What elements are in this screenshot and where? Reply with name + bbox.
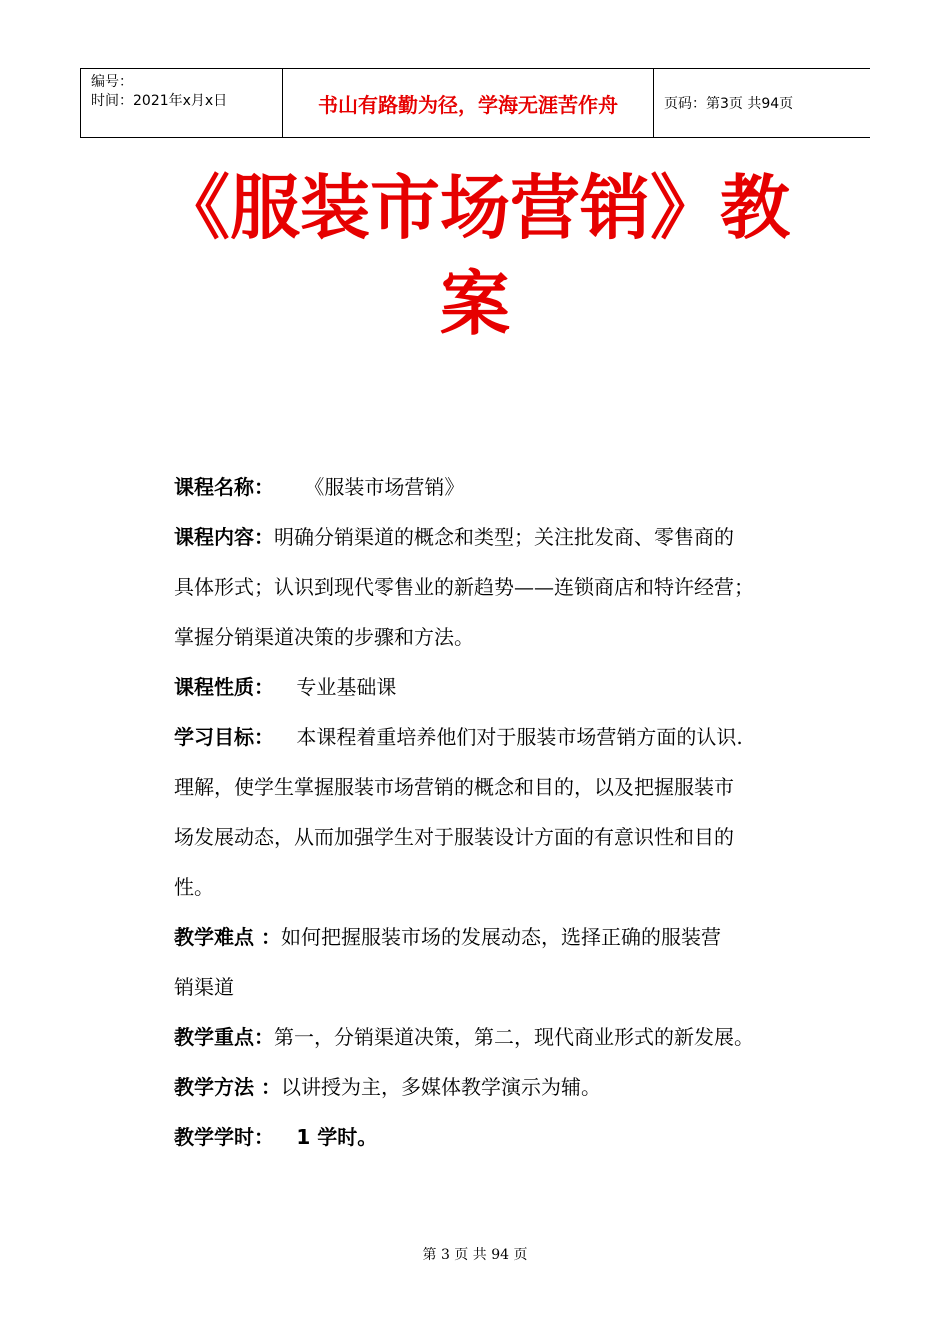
goal-line: 性。 <box>174 875 214 899</box>
difficulty-label: 教学难点 ： <box>174 925 281 949</box>
difficulty-row <box>174 912 824 962</box>
goal-row <box>174 712 824 762</box>
title-line-2: 案 <box>440 263 510 345</box>
course-name-label: 课程名称： <box>174 475 274 499</box>
course-name-value: 《服装市场营销》 <box>304 475 465 499</box>
document-body <box>174 462 824 1162</box>
document-header <box>80 68 870 138</box>
course-content-line: 具体形式；认识到现代零售业的新趋势——连锁商店和特许经营； <box>174 575 754 599</box>
method-text: 以讲授为主，多媒体教学演示为辅。 <box>280 1075 601 1099</box>
course-name-row <box>174 462 824 512</box>
hours-label: 教学学时： <box>174 1125 274 1149</box>
number-label: 编号： <box>91 74 133 90</box>
hours-value: 1 学时。 <box>296 1125 378 1149</box>
key-row <box>174 1012 824 1062</box>
course-content-line: 掌握分销渠道决策的步骤和方法。 <box>174 625 474 649</box>
time-label: 时间：2021年x月x日 <box>91 93 228 109</box>
goal-line: 场发展动态，从而加强学生对于服装设计方面的有意识性和目的 <box>174 825 734 849</box>
course-content-text: 明确分销渠道的概念和类型；关注批发商、零售商的 <box>274 525 734 549</box>
key-label: 教学重点： <box>174 1025 274 1049</box>
header-page-info: 页码：第3页 共94页 <box>664 96 794 112</box>
hours-row <box>174 1112 824 1162</box>
method-row <box>174 1062 824 1112</box>
goal-line: 理解，使学生掌握服装市场营销的概念和目的，以及把握服装市 <box>174 775 734 799</box>
header-meta <box>80 69 282 137</box>
course-nature-row <box>174 662 824 712</box>
header-motto: 书山有路勤为径，学海无涯苦作舟 <box>282 69 654 137</box>
document-title <box>100 160 850 352</box>
method-label: 教学方法 ： <box>174 1075 281 1099</box>
course-content-label: 课程内容： <box>174 525 274 549</box>
key-text: 第一，分销渠道决策，第二，现代商业形式的新发展。 <box>274 1025 754 1049</box>
goal-label: 学习目标： <box>174 725 274 749</box>
difficulty-text: 如何把握服装市场的发展动态，选择正确的服装营 <box>280 925 721 949</box>
course-content-row <box>174 512 824 562</box>
difficulty-line: 销渠道 <box>174 975 234 999</box>
goal-text: 本课程着重培养他们对于服装市场营销方面的认识. <box>296 725 743 749</box>
page-footer: 第 3 页 共 94 页 <box>422 1247 528 1263</box>
course-nature-label: 课程性质： <box>174 675 274 699</box>
course-nature-value: 专业基础课 <box>296 675 397 699</box>
title-line-1: 《服装市场营销》教 <box>160 167 790 249</box>
